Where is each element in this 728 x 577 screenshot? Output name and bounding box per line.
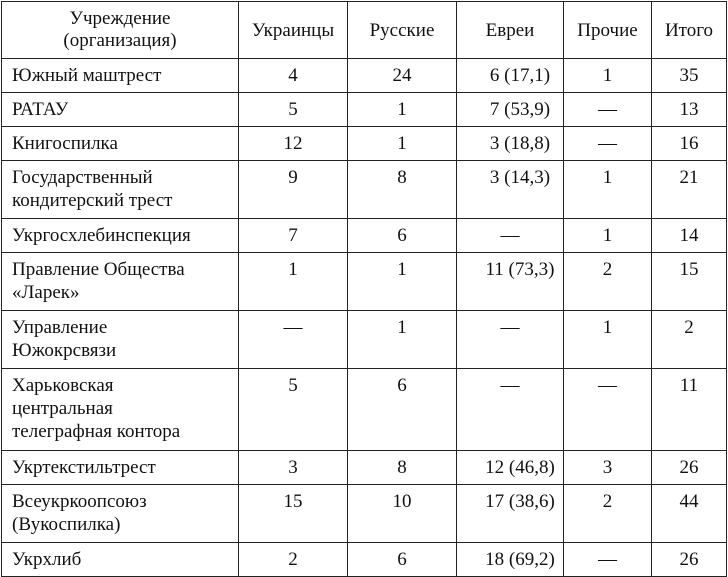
table-row xyxy=(2,127,727,161)
header-institution-line1: Учреждение xyxy=(69,8,171,29)
cell-russians: 6 xyxy=(348,219,457,253)
cell-jews: 11 (73,3) xyxy=(457,253,564,311)
cell-russians: 10 xyxy=(348,485,457,543)
cell-institution xyxy=(2,253,239,311)
cell-russians: 1 xyxy=(348,127,457,161)
cell-total: 35 xyxy=(652,59,727,93)
table-row xyxy=(2,451,727,485)
cell-russians: 8 xyxy=(348,451,457,485)
table-row xyxy=(2,543,727,577)
institution-name-line1: РАТАУ xyxy=(12,99,69,120)
institution-name-line1: Укртекстильтрест xyxy=(12,457,156,478)
cell-russians: 6 xyxy=(348,543,457,577)
cell-others: 2 xyxy=(564,485,652,543)
cell-others: 1 xyxy=(564,219,652,253)
cell-russians: 1 xyxy=(348,93,457,127)
cell-others: 3 xyxy=(564,451,652,485)
cell-russians: 8 xyxy=(348,161,457,219)
cell-others: 1 xyxy=(564,59,652,93)
cell-total: 21 xyxy=(652,161,727,219)
cell-jews: — xyxy=(457,369,564,451)
cell-ukrainians: 2 xyxy=(239,543,348,577)
institution-name-line2: (Вукоспилка) xyxy=(12,514,121,535)
institution-name-line1: Южный маштрест xyxy=(12,65,162,86)
institution-name-line2: центральная xyxy=(12,398,113,419)
cell-total: 14 xyxy=(652,219,727,253)
cell-others: — xyxy=(564,93,652,127)
cell-russians: 6 xyxy=(348,369,457,451)
cell-others: — xyxy=(564,127,652,161)
cell-jews: 18 (69,2) xyxy=(457,543,564,577)
cell-total: 26 xyxy=(652,543,727,577)
header-others: Прочие xyxy=(564,2,652,59)
cell-russians: 1 xyxy=(348,311,457,369)
institution-name-line1: Книгоспилка xyxy=(12,133,118,154)
cell-jews: 17 (38,6) xyxy=(457,485,564,543)
institution-name-line1: Укрхлиб xyxy=(12,549,82,570)
cell-ukrainians: 3 xyxy=(239,451,348,485)
institution-name-line1: Укргосхлебинспекция xyxy=(12,225,191,246)
header-total: Итого xyxy=(652,2,727,59)
institution-name-line3: телеграфная контора xyxy=(12,421,181,442)
cell-russians: 1 xyxy=(348,253,457,311)
cell-others: 1 xyxy=(564,311,652,369)
cell-others: — xyxy=(564,369,652,451)
table-row xyxy=(2,369,727,451)
table-row xyxy=(2,161,727,219)
header-jews: Евреи xyxy=(457,2,564,59)
cell-ukrainians: 9 xyxy=(239,161,348,219)
cell-institution xyxy=(2,127,239,161)
cell-institution xyxy=(2,451,239,485)
cell-total: 15 xyxy=(652,253,727,311)
table-row xyxy=(2,93,727,127)
table-row xyxy=(2,219,727,253)
cell-total: 13 xyxy=(652,93,727,127)
institution-name-line1: Государственный xyxy=(12,167,153,188)
table-row xyxy=(2,311,727,369)
header-institution-line2: (организация) xyxy=(63,30,177,51)
cell-jews: 12 (46,8) xyxy=(457,451,564,485)
cell-ukrainians: 1 xyxy=(239,253,348,311)
cell-institution xyxy=(2,369,239,451)
cell-institution xyxy=(2,311,239,369)
institution-name-line2: «Ларек» xyxy=(12,282,80,303)
header-institution xyxy=(2,2,239,59)
cell-total: 11 xyxy=(652,369,727,451)
cell-ukrainians: 5 xyxy=(239,93,348,127)
header-russians: Русские xyxy=(348,2,457,59)
cell-others: — xyxy=(564,543,652,577)
header-ukrainians: Украинцы xyxy=(239,2,348,59)
cell-ukrainians: — xyxy=(239,311,348,369)
ethnic-composition-table xyxy=(1,1,727,577)
cell-institution xyxy=(2,59,239,93)
institution-name-line1: Правление Общества xyxy=(12,259,185,280)
cell-jews: 7 (53,9) xyxy=(457,93,564,127)
cell-total: 26 xyxy=(652,451,727,485)
cell-ukrainians: 5 xyxy=(239,369,348,451)
cell-institution xyxy=(2,485,239,543)
cell-ukrainians: 7 xyxy=(239,219,348,253)
cell-institution xyxy=(2,93,239,127)
cell-russians: 24 xyxy=(348,59,457,93)
institution-name-line2: Южокрсвязи xyxy=(12,340,117,361)
table-row xyxy=(2,485,727,543)
table-row xyxy=(2,59,727,93)
cell-total: 2 xyxy=(652,311,727,369)
cell-total: 16 xyxy=(652,127,727,161)
table-row xyxy=(2,253,727,311)
cell-ukrainians: 15 xyxy=(239,485,348,543)
cell-ukrainians: 12 xyxy=(239,127,348,161)
cell-institution xyxy=(2,219,239,253)
cell-institution xyxy=(2,161,239,219)
institution-name-line1: Харьковская xyxy=(12,375,114,396)
header-row xyxy=(2,2,727,59)
institution-name-line1: Управление xyxy=(12,317,108,338)
cell-ukrainians: 4 xyxy=(239,59,348,93)
institution-name-line2: кондитерский трест xyxy=(12,190,173,211)
cell-jews: 3 (18,8) xyxy=(457,127,564,161)
cell-total: 44 xyxy=(652,485,727,543)
cell-jews: 3 (14,3) xyxy=(457,161,564,219)
cell-institution xyxy=(2,543,239,577)
cell-jews: — xyxy=(457,311,564,369)
institution-name-line1: Всеукркоопсоюз xyxy=(12,491,147,512)
cell-others: 1 xyxy=(564,161,652,219)
cell-jews: 6 (17,1) xyxy=(457,59,564,93)
cell-others: 2 xyxy=(564,253,652,311)
cell-jews: — xyxy=(457,219,564,253)
